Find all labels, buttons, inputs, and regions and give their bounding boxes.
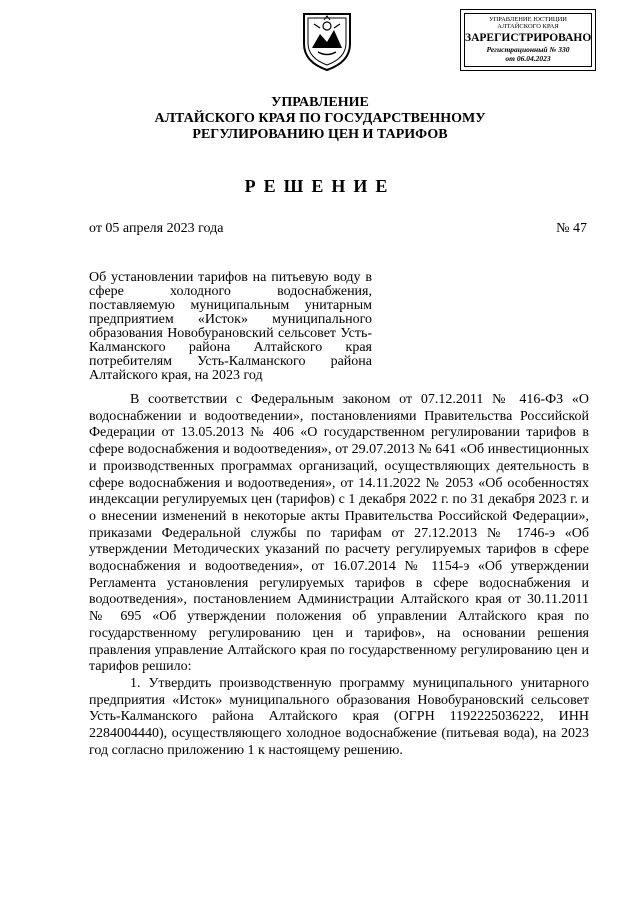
stamp-authority-line1: УПРАВЛЕНИЕ ЮСТИЦИИ	[489, 16, 567, 23]
document-type-heading: РЕШЕНИЕ	[244, 176, 396, 196]
registration-stamp-inner	[464, 13, 592, 67]
registration-stamp	[460, 9, 596, 71]
stamp-authority-line2: АЛТАЙСКОГО КРАЯ	[497, 23, 559, 30]
stamp-registration-date: от 06.04.2023	[505, 54, 551, 63]
document-subject: Об установлении тарифов на питьевую воду в сфере холодного водоснабжения, поставляемую муниципальным унитарным предприятием «Исток» муниципального образования Новобурановский сельсовет Усть-Калманского района Алтайского края потребителям Усть-Калманского района Алтайского края, на 2023 год	[89, 270, 372, 383]
org-line-2: АЛТАЙСКОГО КРАЯ ПО ГОСУДАРСТВЕННОМУ	[154, 111, 486, 126]
org-line-3: РЕГУЛИРОВАНИЮ ЦЕН И ТАРИФОВ	[192, 127, 448, 142]
document-body	[89, 392, 589, 759]
item-1-paragraph: 1. Утвердить производственную программу муниципального унитарного предприятия «Исток» муниципального образования Новобурановский сельсовет Усть-Калманского района Алтайского края (ОГРН 1192225036222, ИНН 2284004440), осуществляющего холодное водоснабжение (питьевая вода), на 2023 год согласно приложению 1 к настоящему решению.	[89, 675, 589, 758]
org-line-1: УПРАВЛЕНИЕ	[271, 95, 369, 110]
stamp-registration-number: Регистрационный № 330	[486, 45, 570, 54]
coat-of-arms-emblem	[300, 10, 354, 72]
stamp-status: ЗАРЕГИСТРИРОВАНО	[465, 32, 592, 44]
preamble-paragraph: В соответствии с Федеральным законом от 07.12.2011 № 416-ФЗ «О водоснабжении и водоотведении», постановлениями Правительства Российской Федерации от 13.05.2013 № 406 «О государственном регулировании тарифов в сфере водоснабжения и водоотведения», от 29.07.2013 № 641 «Об инвестиционных и производственных программах организаций, осуществляющих деятельность в сфере водоснабжения и водоотведения», от 14.11.2022 № 2053 «Об особенностях индексации регулируемых цен (тарифов) с 1 декабря 2022 г. по 31 декабря 2023 г. и о внесении изменений в некоторые акты Правительства Российской Федерации», приказами Федеральной службы по тарифам от 27.12.2013 № 1746-э «Об утверждении Методических указаний по расчету регулируемых тарифов в сфере водоснабжения и водоотведения», от 16.07.2014 № 1154-э «Об утверждении Регламента установления регулируемых тарифов в сфере водоснабжения и водоотведения», постановлением Администрации Алтайского края от 30.11.2011 № 695 «Об утверждении положения об управлении Алтайского края по государственному регулированию цен и тарифов», на основании решения правления управление Алтайского края по государственному регулированию цен и тарифов решило:	[89, 392, 589, 675]
organization-name	[0, 95, 640, 143]
document-date: от 05 апреля 2023 года	[89, 221, 224, 236]
document-number: № 47	[556, 221, 587, 236]
